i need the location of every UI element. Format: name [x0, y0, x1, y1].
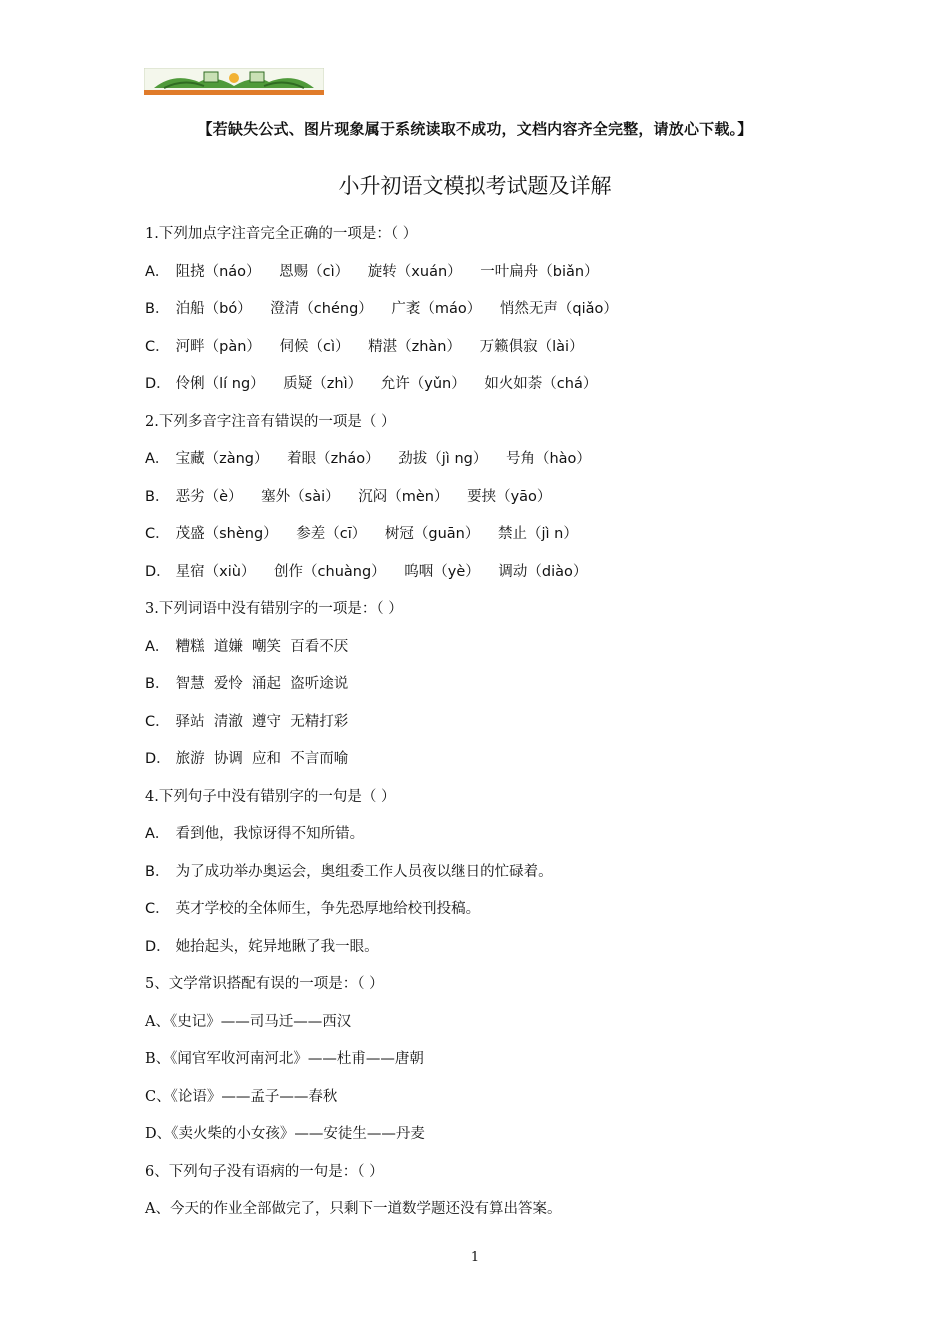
- question-2-option-c: C． 茂盛（shèng） 参差（cī） 树冠（guān） 禁止（jì n）: [145, 526, 578, 542]
- question-4-option-a: A． 看到他，我惊讶得不知所错。: [145, 826, 365, 842]
- question-4-option-c: C． 英才学校的全体师生，争先恐厚地给校刊投稿。: [145, 901, 481, 917]
- question-list: [145, 224, 825, 1237]
- question-2-option-a: A． 宝藏（zàng） 着眼（zháo） 劲拔（jì ng） 号角（hào）: [145, 451, 591, 467]
- question-2-option-d: D． 星宿（xiù） 创作（chuàng） 呜咽（yè） 调动（diào）: [145, 563, 588, 580]
- download-notice: 【若缺失公式、图片现象属于系统读取不成功，文档内容齐全完整，请放心下载。】: [197, 120, 753, 138]
- question-5-option-a: A、《史记》——司马迁——西汉: [145, 1013, 352, 1030]
- page-number: 1: [470, 1250, 480, 1265]
- question-5-option-c: C、《论语》——孟子——春秋: [145, 1088, 338, 1105]
- question-5-option-d: D、《卖火柴的小女孩》——安徒生——丹麦: [145, 1126, 425, 1142]
- question-1-option-c: C． 河畔（pàn） 伺候（cì） 精湛（zhàn） 万籁俱寂（lài）: [145, 338, 584, 355]
- question-3-option-a: A． 糟糕 道嫌 嘲笑 百看不厌: [145, 638, 349, 655]
- question-6-option-a: A、今天的作业全部做完了，只剩下一道数学题还没有算出答案。: [145, 1201, 562, 1217]
- question-5-option-b: B、《闻官军收河南河北》——杜甫——唐朝: [145, 1051, 424, 1067]
- question-2-option-b: B． 恶劣（è） 塞外（sài） 沉闷（mèn） 要挟（yāo）: [145, 488, 552, 505]
- question-2-stem: 2.下列多音字注音有错误的一项是（ ）: [145, 413, 396, 430]
- question-3-option-c: C． 驿站 清澈 遵守 无精打彩: [145, 713, 349, 730]
- question-4-stem: 4.下列句子中没有错别字的一句是（ ）: [145, 788, 396, 805]
- logo-image: [144, 68, 324, 95]
- question-1-stem: 1.下列加点字注音完全正确的一项是：（ ）: [145, 226, 418, 242]
- question-1-option-d: D． 伶俐（lí ng） 质疑（zhì） 允许（yǔn） 如火如荼（chá）: [145, 376, 598, 392]
- question-1-option-b: B． 泊船（bó） 澄清（chéng） 广袤（máo） 悄然无声（qiǎo）: [145, 301, 618, 317]
- question-3-option-d: D． 旅游 协调 应和 不言而喻: [145, 751, 349, 767]
- question-5-stem: 5、文学常识搭配有误的一项是：（ ）: [145, 976, 384, 992]
- page-title: 小升初语文模拟考试题及详解: [338, 174, 612, 198]
- question-1-option-a: A． 阻挠（náo） 恩赐（cì） 旋转（xuán） 一叶扁舟（biǎn）: [145, 263, 599, 280]
- question-3-stem: 3.下列词语中没有错别字的一项是：（ ）: [145, 601, 403, 617]
- question-6-stem: 6、下列句子没有语病的一句是：（ ）: [145, 1163, 384, 1180]
- question-4-option-b: B． 为了成功举办奥运会，奥组委工作人员夜以继日的忙碌着。: [145, 863, 553, 880]
- question-4-option-d: D． 她抬起头，姹异地瞅了我一眼。: [145, 938, 379, 955]
- question-3-option-b: B． 智慧 爱怜 涌起 盗听途说: [145, 676, 349, 692]
- header-logo: [144, 68, 324, 95]
